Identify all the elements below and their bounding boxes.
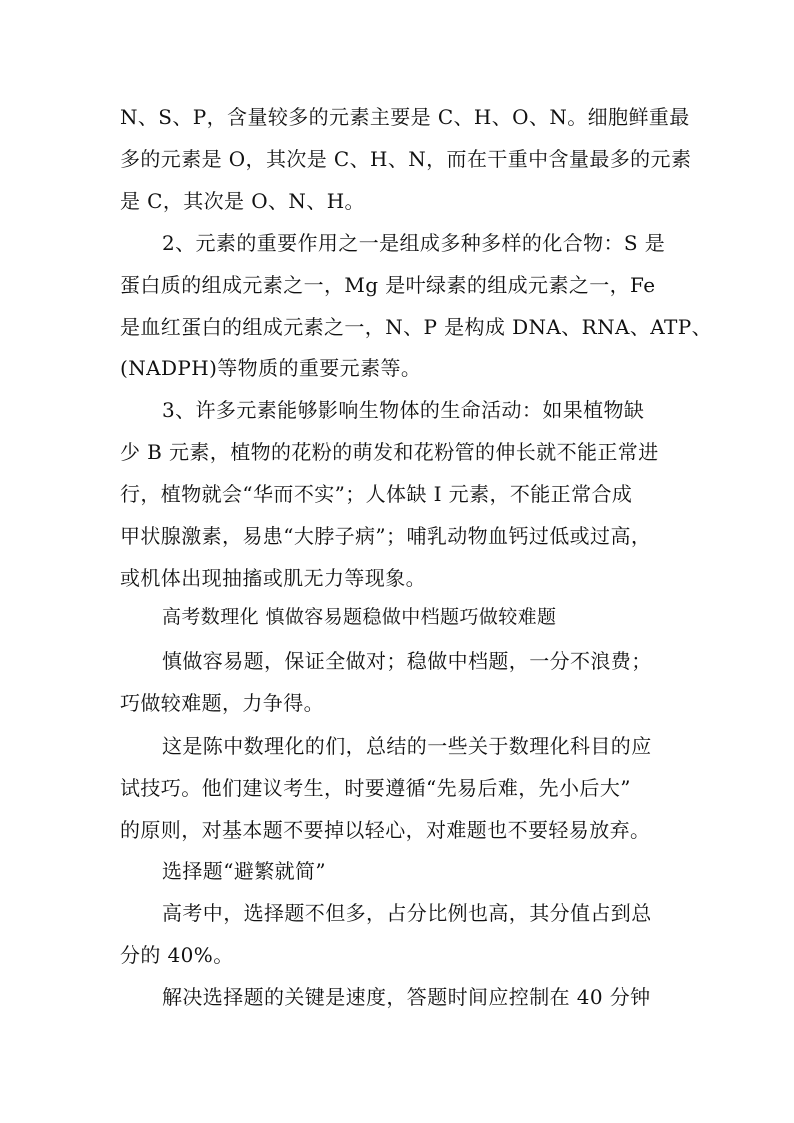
paragraph-start-line: 高考中，选择题不但多，占分比例也高，其分值占到总 [162, 901, 652, 925]
text-line: 或机体出现抽搐或肌无力等现象。 [120, 566, 426, 590]
text-line: 是 C，其次是 O、N、H。 [120, 189, 365, 213]
paragraph-start-line: 解决选择题的关键是速度，答题时间应控制在 40 分钟 [162, 985, 651, 1009]
text-line: 是血红蛋白的组成元素之一，N、P 是构成 DNA、RNA、ATP、 [120, 315, 712, 339]
text-line: 的原则，对基本题不要掉以轻心，对难题也不要轻易放弃。 [120, 818, 651, 842]
paragraph-start-line: 这是陈中数理化的们，总结的一些关于数理化科目的应 [162, 734, 652, 758]
subheading-line: 选择题“避繁就简” [162, 859, 327, 883]
text-line: 甲状腺激素，易患“大脖子病”；哺乳动物血钙过低或过高， [120, 524, 652, 548]
text-line: 少 B 元素，植物的花粉的萌发和花粉管的伸长就不能正常进 [120, 440, 659, 464]
text-line: N、S、P，含量较多的元素主要是 C、H、O、N。细胞鲜重最 [120, 105, 690, 129]
section-heading: 高考数理化 慎做容易题稳做中档题巧做较难题 [162, 606, 557, 628]
text-line: 试技巧。他们建议考生，时要遵循“先易后难，先小后大” [120, 776, 631, 800]
paragraph-start-line: 慎做容易题，保证全做对；稳做中档题，一分不浪费； [162, 649, 652, 673]
paragraph-start-line: 2、元素的重要作用之一是组成多种多样的化合物：S 是 [162, 231, 666, 255]
paragraph-start-line: 3、许多元素能够影响生物体的生命活动：如果植物缺 [162, 398, 645, 422]
text-line: 行，植物就会“华而不实”；人体缺 I 元素，不能正常合成 [120, 482, 633, 506]
text-line: (NADPH)等物质的重要元素等。 [120, 356, 422, 380]
text-line: 巧做较难题，力争得。 [120, 691, 324, 715]
text-line: 分的 40%。 [120, 943, 234, 967]
text-line: 蛋白质的组成元素之一，Mg 是叶绿素的组成元素之一，Fe [120, 273, 656, 297]
text-line: 多的元素是 O，其次是 C、H、N，而在干重中含量最多的元素 [120, 147, 692, 171]
